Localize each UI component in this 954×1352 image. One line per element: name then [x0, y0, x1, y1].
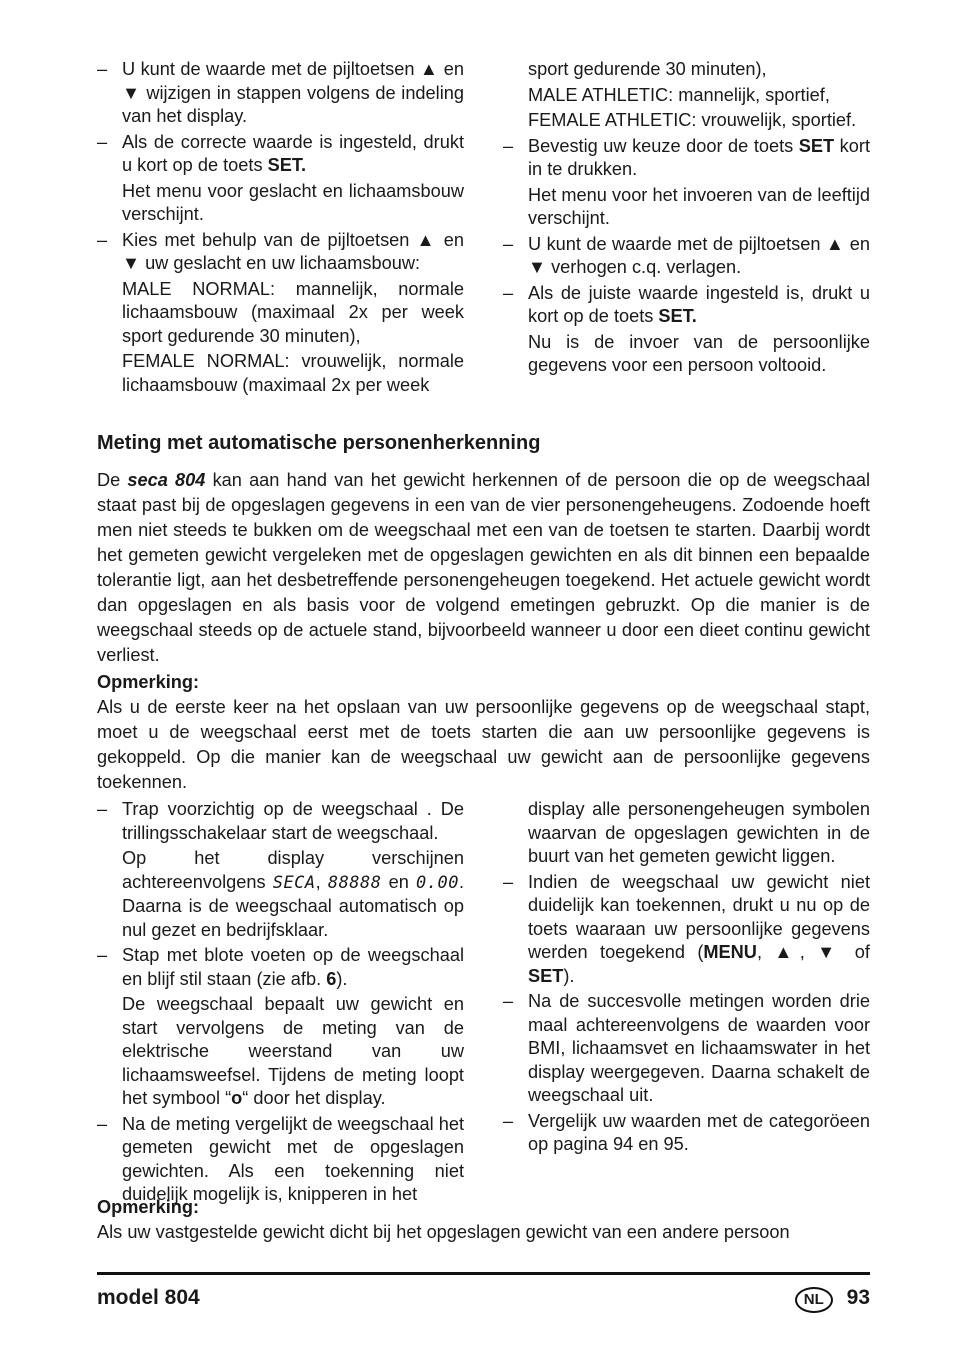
set-key-label: SET. [658, 306, 697, 326]
arrow-down-icon: ▼ [528, 257, 547, 277]
list-item: – Indien de weegschaal uw gewicht niet duidelijk kan toekennen, drukt u nu op de toets waaraan uw persoonlijke gegevens werden toegekend (MENU, ▲, ▼ of SET). [503, 871, 870, 986]
brand-name: seca 804 [127, 470, 206, 490]
arrow-down-icon: ▼ [122, 82, 141, 103]
right-column-bottom: display alle personengeheugen symbolen waarvan de opgeslagen gewichten in de buurt van het gemeten gewicht liggen. – Indien de weegschaal uw gewicht niet duidelijk kan toekennen, drukt u nu op de toets waaraan uw persoonlijke gegevens werden toegekend (MENU, ▲, ▼ of SET). – Na de succesvolle metingen worden drie maal achtereenvolgens de waarden voor BMI, lichaamsvet en lichaamswater in het display weergegeven. Daarna schakelt de weegschaal uit. – Vergelijk uw waarden met de categoröeen op pagina 94 en 95. [503, 798, 870, 1157]
note-text: Als uw vastgestelde gewicht dicht bij het opgeslagen gewicht van een andere persoon [97, 1222, 790, 1242]
display-segment-88888: 88888 [327, 872, 382, 893]
intro-paragraph: De seca 804 kan aan hand van het gewicht herkennen of de persoon die op de weegschaal staat past bij de opgeslagen gegevens in een van de vier personengeheugens. Zodoende hoeft men niet steeds te bukken om de weegschaal met een van de toetsen te starten. Daarbij wordt het gemeten gewicht vergeleken met de opgeslagen gewichten en als dit binnen een bepaalde tolerantie ligt, aan het desbetreffende personengeheugen toegekend. Het actuele gewicht wordt dan opgeslagen en als basis voor de volgend emetingen gebruzkt. Op die manier is de weegschaal steeds op de actuele stand, bijvoorbeeld wanneer u door een dieet continu gewicht verliest. [97, 470, 871, 665]
arrow-up-icon: ▲ [825, 233, 845, 254]
arrow-up-icon: ▲ [419, 59, 439, 79]
set-key-label: SET [798, 135, 835, 156]
footer-model: model 804 [97, 1286, 200, 1309]
set-key-label: SET [528, 965, 564, 986]
list-item: – Na de meting vergelijkt de weegschaal het gemeten gewicht met de opgeslagen gewichten. Als een toekenning niet duidelijk mogelijk is, knipperen in het [97, 1113, 464, 1204]
left-column-top [97, 58, 464, 397]
list-item: – Bevestig uw keuze door de toets SET kort in te drukken. Het menu voor het invoeren van de leeftijd verschijnt. [503, 135, 871, 228]
list-item: – Trap voorzichtig op de weegschaal . De trillingsschakelaar start de weegschaal. Op het display verschijnen achtereenvolgens SECA, 88888 en 0.00. Daarna is de weegschaal automatisch op nul gezet en bedrijfsklaar. [97, 799, 464, 940]
note-title: Opmerking: [97, 672, 200, 692]
right-column-top: sport gedurende 30 minuten), MALE ATHLETIC: mannelijk, sportief, FEMALE ATHLETIC: vrouwelijk, sportief. – Bevestig uw keuze door de toets SET kort in te drukken. Het menu voor het invoeren van de leeftijd verschijnt. – U kunt de waarde met de pijltoetsen ▲ en ▼ verhogen c.q. verlagen. – Als de juiste waarde ingesteld is, drukt u kort op de toets SET. Nu is de invoer van de persoonlijke gegevens voor een persoon voltooid. [503, 58, 870, 378]
list-item: – Als de correcte waarde is ingesteld, drukt u kort op de toets SET. Het menu voor geslacht en lichaamsbouw verschijnt. [97, 131, 464, 224]
list-item: – Na de succesvolle metingen worden drie maal achtereenvolgens de waarden voor BMI, lichaamsvet en lichaamswater in het display weergegeven. Daarna schakelt de weegschaal uit. [503, 991, 870, 1105]
list-item: – Vergelijk uw waarden met de categoröeen op pagina 94 en 95. [503, 1110, 870, 1154]
arrow-down-icon: ▼ [122, 253, 141, 273]
language-badge: NL [795, 1287, 833, 1313]
display-segment-seca: SECA [272, 872, 316, 893]
list-item: – U kunt de waarde met de pijltoetsen ▲ en ▼ wijzigen in stappen volgens de indeling van het display. [97, 59, 464, 126]
footer-divider [97, 1272, 870, 1275]
arrow-down-icon: ▼ [817, 942, 843, 962]
section-heading: Meting met automatische personenherkenning [97, 432, 541, 454]
menu-key-label: MENU [703, 942, 757, 962]
footer-page-info [795, 1286, 870, 1313]
figure-ref: 6 [326, 968, 337, 989]
arrow-up-icon: ▲ [774, 942, 800, 962]
left-column-bottom [97, 798, 464, 1207]
list-item: – U kunt de waarde met de pijltoetsen ▲ en ▼ verhogen c.q. verlagen. [503, 233, 870, 277]
note-text: Als u de eerste keer na het opslaan van uw persoonlijke gegevens op de weegschaal stapt, moet u de weegschaal eerst met de toets starten die aan uw persoonlijke gegevens is gekoppeld. Op die manier kan de weegschaal uw gewicht aan de persoonlijke gegevens toekennen. [97, 697, 870, 792]
list-item: – Als de juiste waarde ingesteld is, drukt u kort op de toets SET. Nu is de invoer van de persoonlijke gegevens voor een persoon voltooid. [503, 282, 870, 375]
measuring-symbol-icon: o [231, 1088, 243, 1108]
page-number: 93 [846, 1286, 870, 1309]
set-key-label: SET. [267, 155, 307, 175]
note-title: Opmerking: [97, 1197, 200, 1217]
list-item: – Stap met blote voeten op de weegschaal en blijf stil staan (zie afb. 6). De weegschaal bepaalt uw gewicht en start vervolgens de meting van de elektrische weerstand van uw lichaamsweefsel. Tijdens de meting loopt het symbool “o“ door het display. [97, 945, 464, 1108]
arrow-up-icon: ▲ [416, 229, 437, 250]
list-item: – Kies met behulp van de pijltoetsen ▲ en ▼ uw geslacht en uw lichaamsbouw: MALE NORMAL: mannelijk, normale lichaamsbouw (maximaal 2x per week sport gedurende 30 minuten), FEMALE NORMAL: vrouwelijk, normale lichaamsbouw (maximaal 2x per week [97, 229, 464, 395]
display-segment-zero: 0.00 [415, 872, 459, 893]
